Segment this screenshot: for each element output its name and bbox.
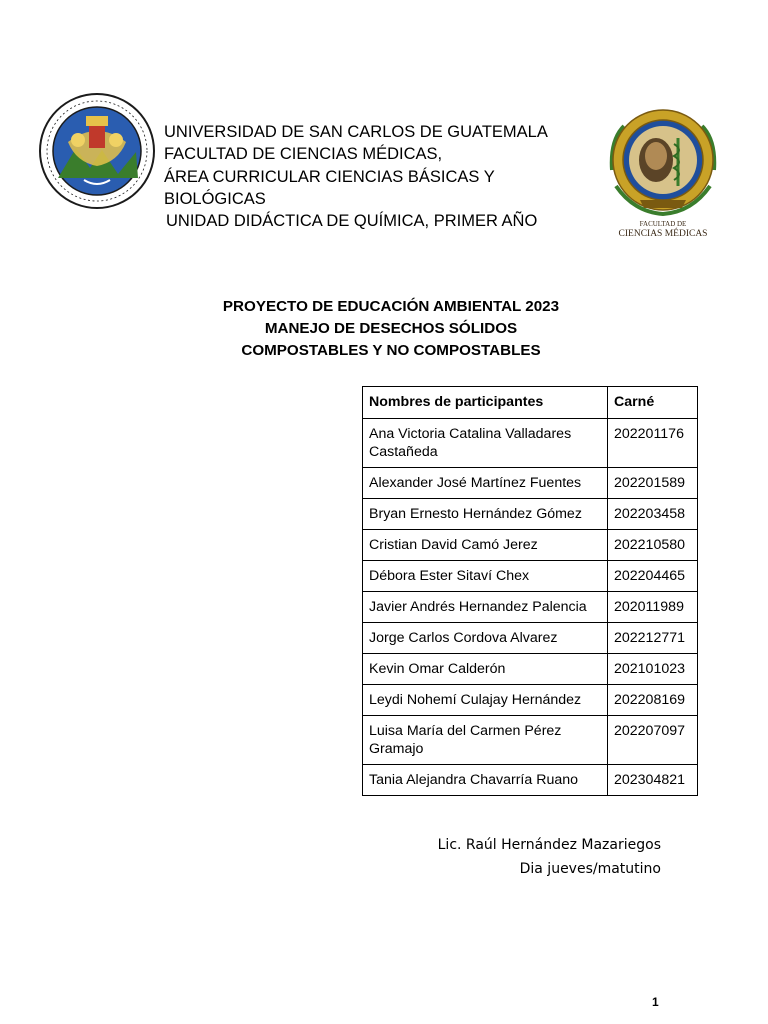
table-row	[363, 419, 698, 468]
project-title	[196, 296, 586, 362]
participant-name: Alexander José Martínez Fuentes	[363, 468, 608, 499]
table-row	[363, 499, 698, 530]
participant-carne: 202304821	[608, 765, 698, 796]
participant-carne: 202212771	[608, 623, 698, 654]
participant-name: Ana Victoria Catalina Valladares Castañeda	[363, 419, 608, 468]
participant-name: Jorge Carlos Cordova Alvarez	[363, 623, 608, 654]
class-schedule: Dia jueves/matutino	[519, 861, 661, 877]
page-number: 1	[652, 995, 659, 1009]
participant-carne: 202203458	[608, 499, 698, 530]
table-row	[363, 654, 698, 685]
usac-seal-logo	[38, 92, 156, 210]
participant-carne: 202210580	[608, 530, 698, 561]
column-header-name: Nombres de participantes	[363, 387, 608, 419]
table-row	[363, 765, 698, 796]
table-row	[363, 685, 698, 716]
title-line-2: MANEJO DE DESECHOS SÓLIDOS	[264, 320, 518, 337]
participant-name: Tania Alejandra Chavarría Ruano	[363, 765, 608, 796]
signature-block	[438, 833, 661, 881]
table-row	[363, 623, 698, 654]
table-row	[363, 530, 698, 561]
faculty-name: FACULTAD DE CIENCIAS MÉDICAS,	[164, 145, 443, 164]
participant-carne: 202011989	[608, 592, 698, 623]
ciencias-medicas-seal-logo	[604, 96, 722, 238]
title-line-3: COMPOSTABLES Y NO COMPOSTABLES	[241, 342, 541, 359]
participant-carne: 202207097	[608, 716, 698, 765]
header	[164, 121, 548, 232]
table-header-row	[363, 387, 698, 419]
didactic-unit: UNIDAD DIDÁCTICA DE QUÍMICA, PRIMER AÑO	[166, 212, 538, 231]
column-header-carne: Carné	[608, 387, 698, 419]
participant-name: Luisa María del Carmen Pérez Gramajo	[363, 716, 608, 765]
title-line-1: PROYECTO DE EDUCACIÓN AMBIENTAL 2023	[222, 298, 560, 315]
participant-name: Javier Andrés Hernandez Palencia	[363, 592, 608, 623]
participant-name: Débora Ester Sitaví Chex	[363, 561, 608, 592]
participant-carne: 202204465	[608, 561, 698, 592]
participant-carne: 202201589	[608, 468, 698, 499]
participant-name: Leydi Nohemí Culajay Hernández	[363, 685, 608, 716]
teacher-name: Lic. Raúl Hernández Mazariegos	[437, 837, 661, 853]
participant-name: Kevin Omar Calderón	[363, 654, 608, 685]
table-row	[363, 468, 698, 499]
university-name: UNIVERSIDAD DE SAN CARLOS DE GUATEMALA	[164, 123, 548, 141]
table-row	[363, 561, 698, 592]
curricular-area: ÁREA CURRICULAR CIENCIAS BÁSICAS Y	[164, 167, 495, 186]
participant-carne: 202201176	[608, 419, 698, 468]
curricular-area-cont: BIOLÓGICAS	[164, 189, 266, 208]
participants-table	[362, 386, 698, 796]
seal-caption-bottom: CIENCIAS MÉDICAS	[618, 229, 708, 238]
table-row	[363, 592, 698, 623]
seal-caption-top: FACULTAD DE	[639, 220, 687, 228]
participant-name: Bryan Ernesto Hernández Gómez	[363, 499, 608, 530]
participant-name: Cristian David Camó Jerez	[363, 530, 608, 561]
table-row	[363, 716, 698, 765]
participant-carne: 202101023	[608, 654, 698, 685]
participant-carne: 202208169	[608, 685, 698, 716]
